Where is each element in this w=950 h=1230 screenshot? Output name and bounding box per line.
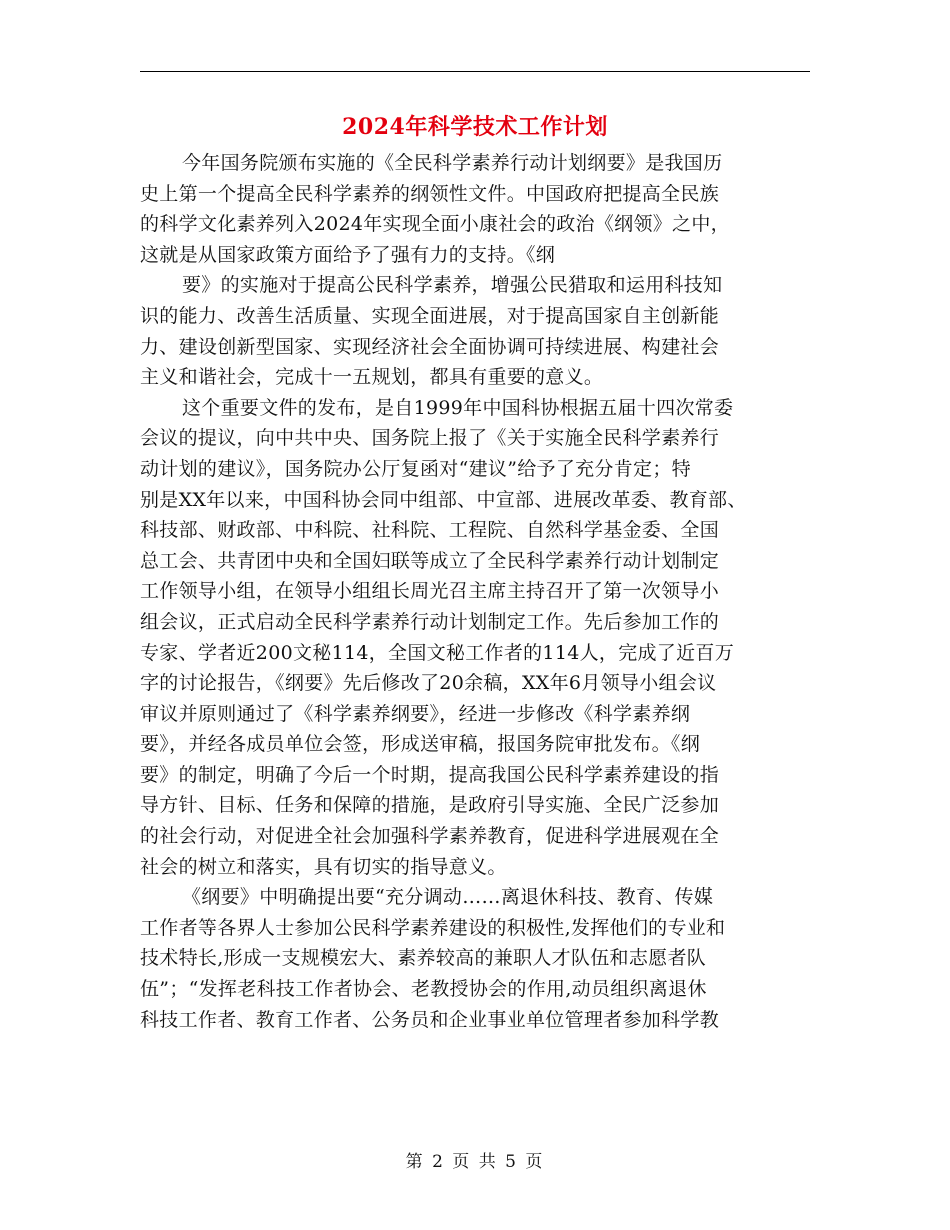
text-line: 主义和谐社会，完成十一五规划，都具有重要的意义。 bbox=[140, 366, 604, 389]
text-line: 专家、学者近200文秘114，全国文秘工作者的114人，完成了近百万 bbox=[140, 641, 734, 664]
text-line: 总工会、共青团中央和全国妇联等成立了全民科学素养行动计划制定 bbox=[140, 549, 720, 572]
text-line: 的社会行动，对促进全社会加强科学素养教育，促进科学进展观在全 bbox=[140, 825, 720, 848]
text-line: 史上第一个提高全民科学素养的纲领性文件。中国政府把提高全民族 bbox=[140, 182, 720, 205]
text-line: 这就是从国家政策方面给予了强有力的支持。《纲 bbox=[140, 243, 556, 266]
text-line: 《纲要》中明确提出要“充分调动……离退休科技、教育、传媒 bbox=[182, 886, 714, 909]
text-line: 会议的提议，向中共中央、国务院上报了《关于实施全民科学素养行 bbox=[140, 427, 720, 450]
text-line: 要》的制定，明确了今后一个时期，提高我国公民科学素养建设的指 bbox=[140, 763, 720, 786]
text-line: 动计划的建议》，国务院办公厅复函对“建议”给予了充分肯定；特 bbox=[140, 457, 691, 480]
text-line: 科技部、财政部、中科院、社科院、工程院、自然科学基金委、全国 bbox=[140, 519, 720, 542]
text-line: 识的能力、改善生活质量、实现全面进展，对于提高国家自主创新能 bbox=[140, 304, 720, 327]
text-line: 导方针、目标、任务和保障的措施，是政府引导实施、全民广泛参加 bbox=[140, 794, 720, 817]
text-line: 工作领导小组，在领导小组组长周光召主席主持召开了第一次领导小 bbox=[140, 580, 720, 603]
text-line: 社会的树立和落实，具有切实的指导意义。 bbox=[140, 855, 507, 878]
text-line: 的科学文化素养列入2024年实现全面小康社会的政治《纲领》之中， bbox=[140, 213, 730, 236]
document-title: 2024年科学技术工作计划 bbox=[342, 114, 608, 140]
text-line: 组会议，正式启动全民科学素养行动计划制定工作。先后参加工作的 bbox=[140, 610, 720, 633]
text-line: 力、建设创新型国家、实现经济社会全面协调可持续进展、构建社会 bbox=[140, 335, 720, 358]
text-line: 伍”；“发挥老科技工作者协会、老教授协会的作用,动员组织离退休 bbox=[140, 978, 707, 1001]
text-line: 别是XX年以来，中国科协会同中组部、中宣部、进展改革委、教育部、 bbox=[140, 488, 747, 511]
text-line: 字的讨论报告，《纲要》先后修改了20余稿，XX年6月领导小组会议 bbox=[140, 672, 717, 695]
text-line: 科技工作者、教育工作者、公务员和企业事业单位管理者参加科学教 bbox=[140, 1008, 720, 1031]
text-line: 审议并原则通过了《科学素养纲要》，经进一步修改《科学素养纲 bbox=[140, 702, 691, 725]
text-line: 技术特长,形成一支规模宏大、素养较高的兼职人才队伍和志愿者队 bbox=[140, 947, 707, 970]
text-line: 要》的实施对于提高公民科学素养，增强公民猎取和运用科技知 bbox=[182, 274, 723, 297]
document-body bbox=[140, 148, 810, 1035]
text-line: 今年国务院颁布实施的《全民科学素养行动计划纲要》是我国历 bbox=[182, 152, 723, 174]
text-line: 要》，并经各成员单位会签，形成送审稿，报国务院审批发布。《纲 bbox=[140, 733, 701, 756]
header-rule bbox=[140, 71, 810, 72]
text-line: 工作者等各界人士参加公民科学素养建设的积极性,发挥他们的专业和 bbox=[140, 916, 726, 939]
text-line: 这个重要文件的发布，是自1999年中国科协根据五届十四次常委 bbox=[182, 396, 734, 419]
page-number: 第 2 页 共 5 页 bbox=[405, 1152, 545, 1172]
